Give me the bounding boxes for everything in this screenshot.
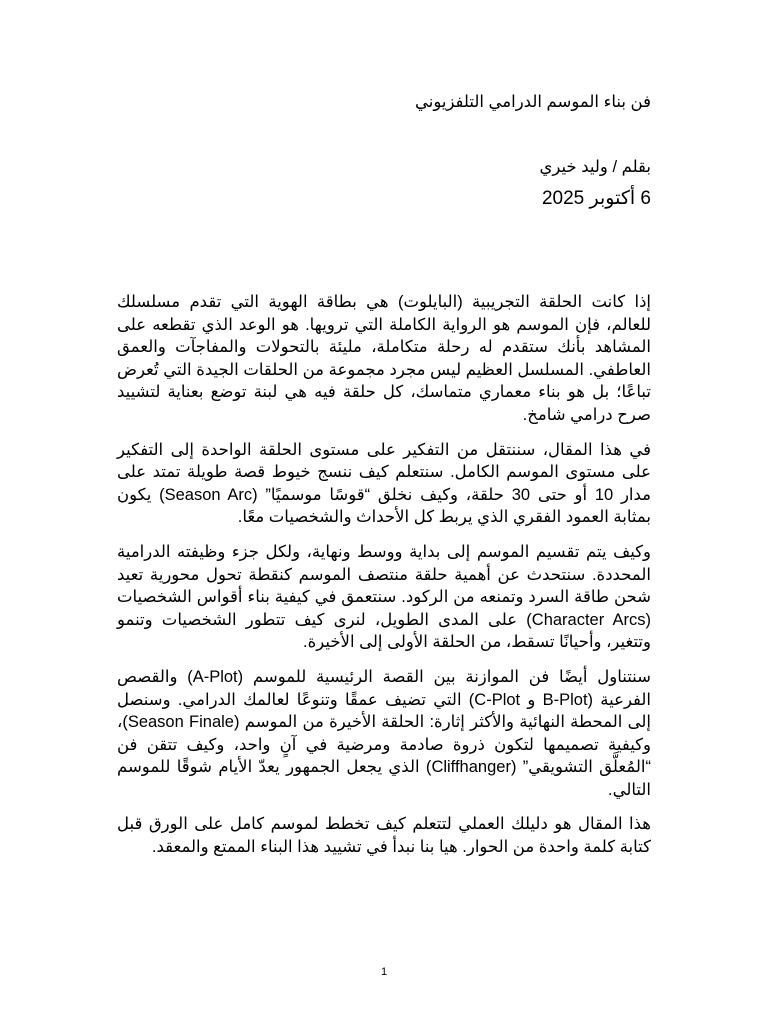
paragraph-structure: وكيف يتم تقسيم الموسم إلى بداية ووسط ونهاية، ولكل جزء وظيفته الدرامية المحددة. سنتحدث عن أهمية حلقة منتصف الموسم كنقطة تحول محورية تعيد شحن طاقة السرد وتمنعه من الركود. سنتعمق في كيفية بناء أقواس الشخصيات (Character Arcs) على المدى الطويل، لنرى كيف تتطور الشخصيات وتنمو وتتغير، وأحيانًا تسقط، من الحلقة الأولى إلى الأخيرة.: [117, 542, 651, 652]
page-number: 1: [380, 966, 388, 978]
paragraph-plots-finale: سنتناول أيضًا فن الموازنة بين القصة الرئيسية للموسم (A-Plot) والقصص الفرعية (B-Plot و C-Plot) التي تضيف عمقًا وتنوعًا لعالمك الدرامي. وسنصل إلى المحطة النهائية والأكثر إثارة: الحلقة الأخيرة من الموسم (Season Finale)، وكيفية تصميمها لتكون ذروة صادمة ومرضية في آنٍ واحد، وكيف تتقن فن “المُعلَّق التشويقي” (Cliffhanger) الذي يجعل الجمهور يعدّ الأيام شوقًا للموسم التالي.: [117, 667, 652, 799]
paragraph-intro: إذا كانت الحلقة التجريبية (البايلوت) هي بطاقة الهوية التي تقدم مسلسلك للعالم، فإن الموسم هو الرواية الكاملة التي ترويها. هو الوعد الذي تقطعه على المشاهد بأنك ستقدم له رحلة متكاملة، مليئة بالتحولات والمفاجآت والعمق العاطفي. المسلسل العظيم ليس مجرد مجموعة من الحلقات الجيدة التي تُعرض تباعًا؛ بل هو بناء معماري متماسك، كل حلقة فيه هي لبنة توضع بعناية لتشييد صرح درامي شامخ.: [117, 293, 651, 424]
document-date: 6 أكتوبر 2025: [541, 188, 651, 209]
author-line: بقلم / وليد خيري: [539, 158, 651, 176]
paragraph-season-arc: في هذا المقال، سننتقل من التفكير على مستوى الحلقة الواحدة إلى التفكير على مستوى الموسم الكامل. سنتعلم كيف ننسج خيوط قصة طويلة تمتد على مدار 10 أو حتى 30 حلقة، وكيف نخلق “قوسًا موسميًا” (Season Arc) يكون بمثابة العمود الفقري الذي يربط كل الأحداث والشخصيات معًا.: [117, 440, 651, 527]
document-title: فن بناء الموسم الدرامي التلفزيوني: [414, 93, 651, 111]
article-body: [117, 291, 651, 871]
paragraph-conclusion: هذا المقال هو دليلك العملي لتتعلم كيف تخطط لموسم كامل على الورق قبل كتابة كلمة واحدة من الحوار. هيا بنا نبدأ في تشييد هذا البناء الممتع والمعقد.: [117, 815, 651, 857]
